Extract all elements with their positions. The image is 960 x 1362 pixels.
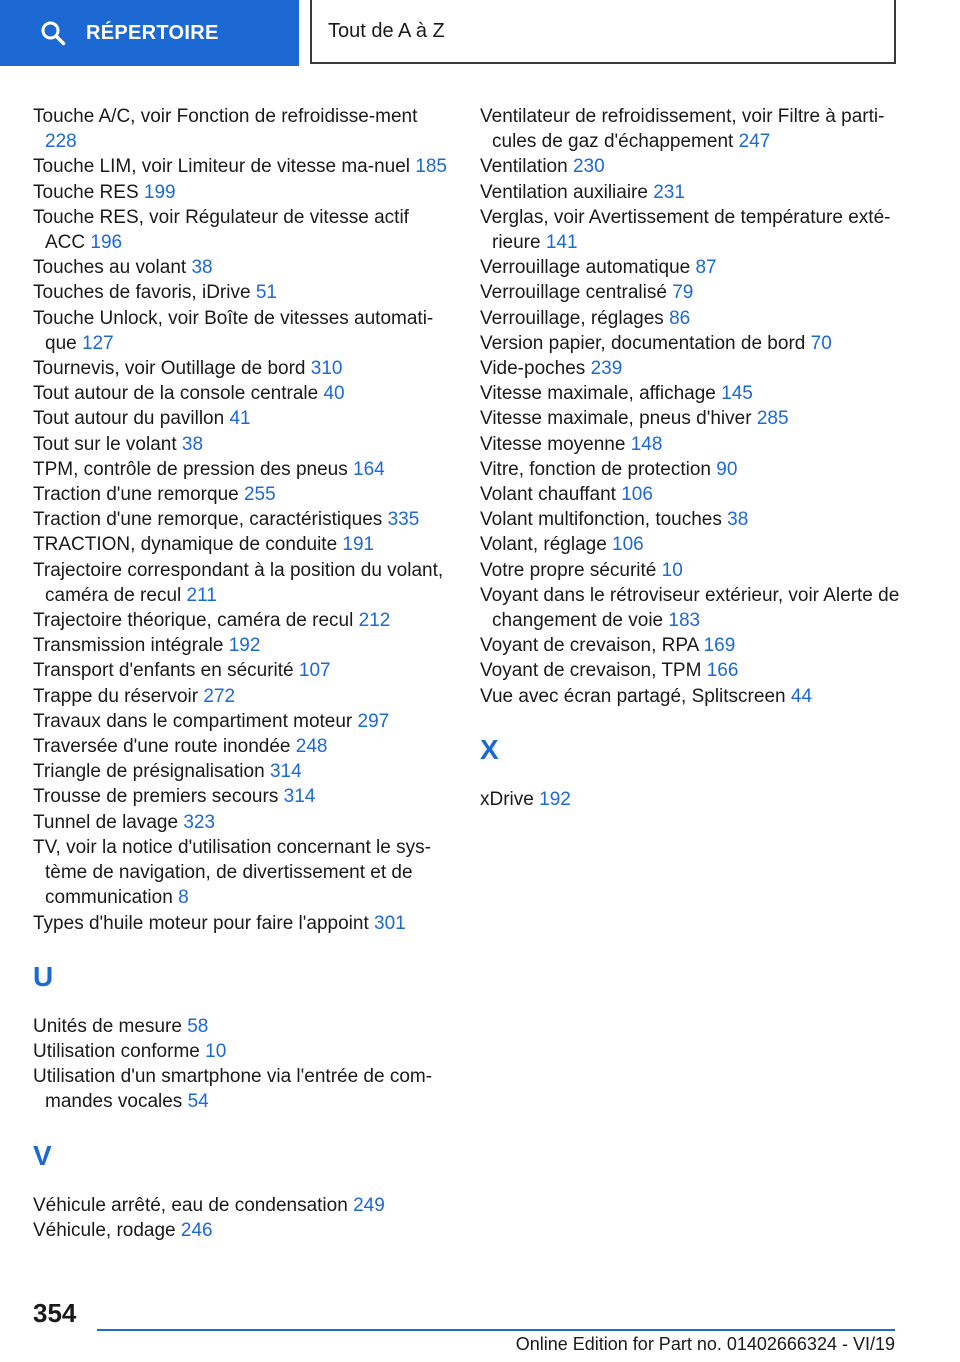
entry-text: Touches de favoris, iDrive xyxy=(33,282,251,304)
index-entry xyxy=(33,205,448,255)
entry-text: Volant, réglage xyxy=(480,534,607,556)
entry-page-link[interactable]: 166 xyxy=(706,660,739,682)
entry-page-link[interactable]: 90 xyxy=(716,458,738,480)
entry-page-link[interactable]: 41 xyxy=(229,408,251,430)
entry-text: Triangle de présignalisation xyxy=(33,761,265,783)
index-entry xyxy=(33,784,448,809)
section-letter-x: X xyxy=(480,733,499,765)
entry-list-v-right xyxy=(480,104,920,709)
entry-text: TRACTION, dynamique de conduite xyxy=(33,534,338,556)
entry-page-link[interactable]: 8 xyxy=(178,887,189,909)
entry-text: TPM, contrôle de pression des pneus xyxy=(33,458,348,480)
index-entry xyxy=(33,835,448,911)
entry-text: Utilisation conforme xyxy=(33,1040,200,1062)
index-tab[interactable] xyxy=(0,0,299,66)
entry-page-link[interactable]: 212 xyxy=(358,610,391,632)
entry-page-link[interactable]: 107 xyxy=(298,660,331,682)
index-entry xyxy=(480,205,920,255)
index-entry xyxy=(33,306,448,356)
index-entry xyxy=(480,457,920,482)
entry-page-link[interactable]: 192 xyxy=(539,788,571,810)
entry-text: Traction d'une remorque, caractéristiques xyxy=(33,509,383,531)
index-entry xyxy=(33,1039,448,1064)
entry-text: Verrouillage centralisé xyxy=(480,282,667,304)
index-entry xyxy=(33,532,448,557)
entry-text: Vitesse maximale, affichage xyxy=(480,383,716,405)
entry-page-link[interactable]: 145 xyxy=(721,383,753,405)
index-entry xyxy=(33,180,448,205)
entry-text: Transmission intégrale xyxy=(33,635,224,657)
entry-text: Touche Unlock, voir Boîte de vitesses automati-que xyxy=(33,307,434,354)
entry-page-link[interactable]: 297 xyxy=(357,710,390,732)
page-number: 354 xyxy=(33,1298,77,1328)
section-title: Tout de A à Z xyxy=(328,19,445,42)
entry-list-v-left xyxy=(33,1193,448,1243)
index-entry xyxy=(480,787,920,812)
entry-text: Touche RES, voir Régulateur de vitesse actif ACC xyxy=(33,206,409,254)
entry-text: Voyant dans le rétroviseur extérieur, voir Alerte de changement de voie xyxy=(480,584,900,632)
index-entry xyxy=(33,558,448,608)
entry-page-link[interactable]: 79 xyxy=(672,282,694,304)
entry-text: Traversée d'une route inondée xyxy=(33,736,291,758)
entry-text: Traction d'une remorque xyxy=(33,484,239,506)
entry-text: Voyant de crevaison, TPM xyxy=(480,660,702,682)
entry-page-link[interactable]: 239 xyxy=(590,358,623,380)
entry-page-link[interactable]: 247 xyxy=(738,131,771,153)
index-entry xyxy=(33,381,448,406)
entry-list-t xyxy=(33,104,448,936)
entry-text: Touche A/C, voir Fonction de refroidisse-ment xyxy=(33,106,418,127)
index-entry xyxy=(33,482,448,507)
index-entry xyxy=(33,457,448,482)
entry-text: Touche LIM, voir Limiteur de vitesse ma-nuel xyxy=(33,156,410,178)
entry-text: Véhicule arrêté, eau de condensation xyxy=(33,1194,348,1216)
entry-page-link[interactable]: 199 xyxy=(143,181,176,203)
entry-page-link[interactable]: 54 xyxy=(187,1091,209,1113)
index-entry xyxy=(480,507,920,532)
index-entry xyxy=(33,1193,448,1218)
entry-page-link[interactable]: 301 xyxy=(374,912,406,934)
index-entry xyxy=(480,532,920,557)
index-entry xyxy=(33,154,448,179)
index-entry xyxy=(480,558,920,583)
entry-page-link[interactable]: 87 xyxy=(695,257,717,279)
entry-text: Verglas, voir Avertissement de température exté-rieure xyxy=(480,206,891,254)
section-letter-v: V xyxy=(33,1139,52,1171)
index-entry xyxy=(33,911,448,936)
entry-page-link[interactable]: 255 xyxy=(243,484,276,506)
entry-text: Volant multifonction, touches xyxy=(480,509,722,531)
entry-page-link[interactable]: 10 xyxy=(661,559,683,581)
entry-page-link[interactable]: 51 xyxy=(255,282,277,304)
entry-page-link[interactable]: 211 xyxy=(186,584,217,606)
entry-page-link[interactable]: 272 xyxy=(203,685,236,707)
entry-page-link[interactable]: 38 xyxy=(191,257,213,279)
index-entry xyxy=(33,432,448,457)
index-entry xyxy=(33,608,448,633)
index-column-right xyxy=(480,104,920,812)
index-entry xyxy=(33,1064,448,1114)
entry-text: Trajectoire théorique, caméra de recul xyxy=(33,610,354,632)
index-entry xyxy=(33,684,448,709)
entry-text: Unités de mesure xyxy=(33,1015,182,1037)
index-entry xyxy=(33,633,448,658)
entry-page-link[interactable]: 196 xyxy=(90,232,123,254)
index-entry xyxy=(480,583,920,633)
entry-text: Tout autour de la console centrale xyxy=(33,383,319,405)
index-entry xyxy=(33,1014,448,1039)
section-title-tab[interactable] xyxy=(310,0,896,64)
index-entry xyxy=(480,381,920,406)
entry-text: xDrive xyxy=(480,788,534,810)
entry-page-link[interactable]: 169 xyxy=(703,635,736,657)
entry-text: Voyant de crevaison, RPA xyxy=(480,635,699,657)
entry-text: Verrouillage automatique xyxy=(480,257,691,279)
entry-text: Version papier, documentation de bord xyxy=(480,332,806,354)
index-entry xyxy=(33,759,448,784)
entry-page-link[interactable]: 141 xyxy=(545,232,578,254)
index-entry xyxy=(480,432,920,457)
entry-page-link[interactable]: 127 xyxy=(81,332,114,354)
footer-divider xyxy=(97,1329,895,1331)
entry-text: Trousse de premiers secours xyxy=(33,786,279,808)
entry-text: Tunnel de lavage xyxy=(33,811,179,833)
index-entry xyxy=(480,406,920,431)
index-entry xyxy=(480,306,920,331)
index-entry xyxy=(480,356,920,381)
entry-page-link[interactable]: 40 xyxy=(323,383,345,405)
entry-text: Véhicule, rodage xyxy=(33,1219,176,1241)
index-entry xyxy=(480,684,920,709)
index-entry xyxy=(480,280,920,305)
entry-text: Trajectoire correspondant à la position du volant, caméra de recul xyxy=(33,559,444,606)
entry-page-link[interactable]: 148 xyxy=(630,433,663,455)
entry-page-link[interactable]: 314 xyxy=(283,786,316,808)
entry-text: Ventilateur de refroidissement, voir Filtre à parti-cules de gaz d'échappement xyxy=(480,106,885,153)
index-entry xyxy=(33,255,448,280)
section-letter-u: U xyxy=(33,960,54,992)
entry-page-link[interactable]: 183 xyxy=(668,610,701,632)
entry-page-link[interactable]: 86 xyxy=(669,307,691,329)
entry-text: Verrouillage, réglages xyxy=(480,307,664,329)
entry-text: Vide-poches xyxy=(480,358,586,380)
entry-page-link[interactable]: 106 xyxy=(612,534,644,556)
entry-page-link[interactable]: 44 xyxy=(790,685,813,707)
index-entry xyxy=(480,482,920,507)
entry-list-u xyxy=(33,1014,448,1115)
index-tab-label: RÉPERTOIRE xyxy=(86,21,219,44)
entry-page-link[interactable]: 335 xyxy=(387,509,420,531)
entry-page-link[interactable]: 248 xyxy=(295,736,328,758)
entry-page-link[interactable]: 70 xyxy=(810,332,832,354)
entry-text: Travaux dans le compartiment moteur xyxy=(33,710,353,732)
index-entry xyxy=(33,709,448,734)
index-column-left xyxy=(33,104,448,1243)
entry-text: Ventilation xyxy=(480,156,568,178)
entry-text: Transport d'enfants en sécurité xyxy=(33,660,294,682)
index-entry xyxy=(480,180,920,205)
entry-text: Tout autour du pavillon xyxy=(33,408,225,430)
entry-text: Tout sur le volant xyxy=(33,433,177,455)
entry-page-link[interactable]: 323 xyxy=(183,811,216,833)
entry-page-link[interactable]: 285 xyxy=(756,408,789,430)
entry-page-link[interactable]: 228 xyxy=(45,131,77,153)
entry-page-link[interactable]: 58 xyxy=(187,1015,209,1037)
index-entry xyxy=(33,356,448,381)
entry-text: Vue avec écran partagé, Splitscreen xyxy=(480,685,786,707)
index-entry xyxy=(33,104,448,154)
entry-page-link[interactable]: 191 xyxy=(342,534,375,556)
entry-text: Vitre, fonction de protection xyxy=(480,458,711,480)
entry-page-link[interactable]: 164 xyxy=(353,458,385,480)
index-entry xyxy=(33,280,448,305)
entry-page-link[interactable]: 310 xyxy=(310,358,343,380)
index-entry xyxy=(33,507,448,532)
entry-page-link[interactable]: 185 xyxy=(415,156,447,178)
footer-edition: Online Edition for Part no. 01402666324 - VI/19 xyxy=(515,1334,895,1354)
index-entry xyxy=(33,734,448,759)
index-entry xyxy=(480,154,920,179)
entry-page-link[interactable]: 10 xyxy=(205,1040,227,1062)
index-entry xyxy=(480,658,920,683)
index-entry xyxy=(33,1218,448,1243)
entry-page-link[interactable]: 230 xyxy=(572,156,605,178)
entry-text: Ventilation auxiliaire xyxy=(480,181,648,203)
entry-page-link[interactable]: 38 xyxy=(181,433,204,455)
index-entry xyxy=(480,255,920,280)
search-icon xyxy=(40,20,66,46)
entry-text: Vitesse maximale, pneus d'hiver xyxy=(480,408,752,430)
index-entry xyxy=(33,810,448,835)
entry-text: TV, voir la notice d'utilisation concernant le sys-tème de navigation, de divertissement et de communication xyxy=(33,836,431,909)
entry-text: Vitesse moyenne xyxy=(480,433,626,455)
entry-page-link[interactable]: 246 xyxy=(180,1219,213,1241)
entry-page-link[interactable]: 249 xyxy=(353,1194,385,1216)
index-entry xyxy=(480,633,920,658)
entry-page-link[interactable]: 314 xyxy=(269,761,302,783)
top-navigation-bar xyxy=(0,0,960,66)
entry-text: Touches au volant xyxy=(33,257,187,279)
entry-text: Utilisation d'un smartphone via l'entrée de com-mandes vocales xyxy=(33,1066,433,1113)
index-entry xyxy=(33,658,448,683)
entry-page-link[interactable]: 106 xyxy=(621,484,653,506)
entry-page-link[interactable]: 192 xyxy=(228,635,261,657)
entry-text: Volant chauffant xyxy=(480,484,616,506)
entry-page-link[interactable]: 38 xyxy=(727,509,749,531)
entry-text: Votre propre sécurité xyxy=(480,559,657,581)
entry-text: Trappe du réservoir xyxy=(33,685,199,707)
index-entry xyxy=(33,406,448,431)
index-entry xyxy=(480,331,920,356)
entry-list-x xyxy=(480,787,920,812)
entry-text: Tournevis, voir Outillage de bord xyxy=(33,358,306,380)
entry-text: Types d'huile moteur pour faire l'appoint xyxy=(33,912,369,934)
index-entry xyxy=(480,104,920,154)
entry-text: Touche RES xyxy=(33,181,139,203)
entry-page-link[interactable]: 231 xyxy=(653,181,685,203)
